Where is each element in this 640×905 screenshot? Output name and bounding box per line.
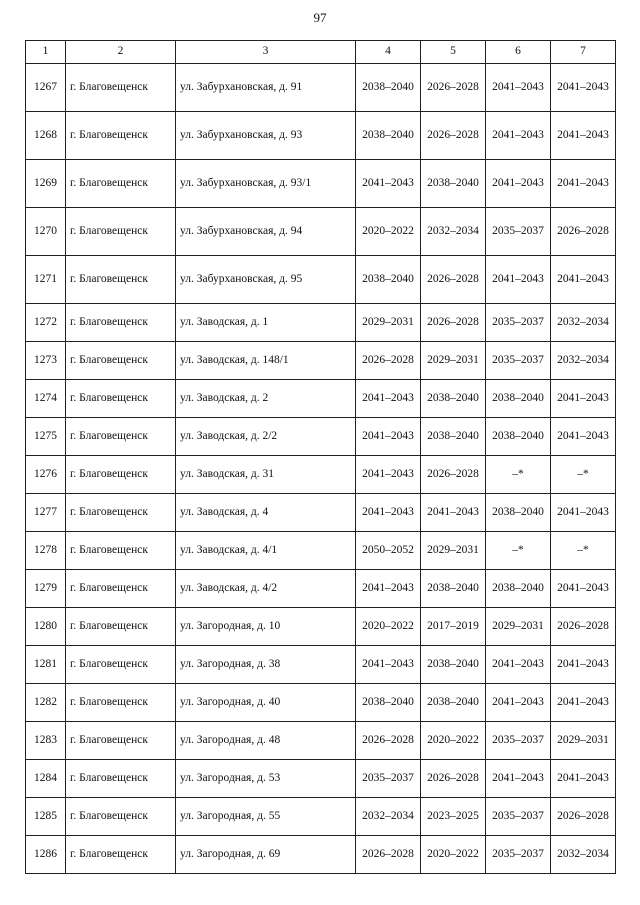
row-number-cell: 1271 xyxy=(26,256,66,304)
period-cell-7: 2041–2043 xyxy=(551,494,616,532)
table-row xyxy=(26,684,616,722)
period-cell-5: 2041–2043 xyxy=(421,494,486,532)
settlement-cell: г. Благовещенск xyxy=(66,760,176,798)
settlement-cell: г. Благовещенск xyxy=(66,684,176,722)
row-number-cell: 1286 xyxy=(26,836,66,874)
table-row xyxy=(26,160,616,208)
period-cell-4: 2038–2040 xyxy=(356,64,421,112)
period-cell-4: 2041–2043 xyxy=(356,494,421,532)
schedule-table xyxy=(25,40,616,874)
period-cell-5: 2038–2040 xyxy=(421,418,486,456)
address-cell: ул. Забурхановская, д. 95 xyxy=(176,256,356,304)
period-cell-6: 2041–2043 xyxy=(486,160,551,208)
period-cell-7: 2041–2043 xyxy=(551,418,616,456)
period-cell-4: 2020–2022 xyxy=(356,608,421,646)
period-cell-7: 2041–2043 xyxy=(551,112,616,160)
address-cell: ул. Заводская, д. 148/1 xyxy=(176,342,356,380)
period-cell-4: 2020–2022 xyxy=(356,208,421,256)
row-number-cell: 1272 xyxy=(26,304,66,342)
table-row xyxy=(26,418,616,456)
period-cell-5: 2038–2040 xyxy=(421,684,486,722)
period-cell-5: 2038–2040 xyxy=(421,380,486,418)
column-header: 6 xyxy=(486,41,551,64)
period-cell-5: 2038–2040 xyxy=(421,646,486,684)
settlement-cell: г. Благовещенск xyxy=(66,836,176,874)
settlement-cell: г. Благовещенск xyxy=(66,342,176,380)
period-cell-7: 2032–2034 xyxy=(551,304,616,342)
period-cell-7: 2041–2043 xyxy=(551,646,616,684)
address-cell: ул. Загородная, д. 40 xyxy=(176,684,356,722)
period-cell-5: 2023–2025 xyxy=(421,798,486,836)
row-number-cell: 1269 xyxy=(26,160,66,208)
table-row xyxy=(26,760,616,798)
address-cell: ул. Заводская, д. 31 xyxy=(176,456,356,494)
period-cell-5: 2017–2019 xyxy=(421,608,486,646)
address-cell: ул. Заводская, д. 4 xyxy=(176,494,356,532)
period-cell-4: 2032–2034 xyxy=(356,798,421,836)
period-cell-7: 2026–2028 xyxy=(551,798,616,836)
period-cell-4: 2035–2037 xyxy=(356,760,421,798)
table-row xyxy=(26,456,616,494)
period-cell-5: 2020–2022 xyxy=(421,722,486,760)
address-cell: ул. Заводская, д. 1 xyxy=(176,304,356,342)
table-body xyxy=(26,64,616,874)
period-cell-7: 2032–2034 xyxy=(551,342,616,380)
settlement-cell: г. Благовещенск xyxy=(66,418,176,456)
address-cell: ул. Забурхановская, д. 93/1 xyxy=(176,160,356,208)
address-cell: ул. Заводская, д. 4/1 xyxy=(176,532,356,570)
row-number-cell: 1278 xyxy=(26,532,66,570)
settlement-cell: г. Благовещенск xyxy=(66,208,176,256)
address-cell: ул. Загородная, д. 55 xyxy=(176,798,356,836)
period-cell-5: 2026–2028 xyxy=(421,112,486,160)
settlement-cell: г. Благовещенск xyxy=(66,380,176,418)
column-header: 2 xyxy=(66,41,176,64)
row-number-cell: 1281 xyxy=(26,646,66,684)
period-cell-6: 2041–2043 xyxy=(486,646,551,684)
period-cell-6: 2035–2037 xyxy=(486,342,551,380)
period-cell-6: 2038–2040 xyxy=(486,418,551,456)
settlement-cell: г. Благовещенск xyxy=(66,64,176,112)
period-cell-6: –* xyxy=(486,456,551,494)
settlement-cell: г. Благовещенск xyxy=(66,160,176,208)
period-cell-6: 2041–2043 xyxy=(486,256,551,304)
row-number-cell: 1270 xyxy=(26,208,66,256)
period-cell-5: 2029–2031 xyxy=(421,532,486,570)
period-cell-4: 2038–2040 xyxy=(356,684,421,722)
period-cell-5: 2026–2028 xyxy=(421,304,486,342)
column-header: 7 xyxy=(551,41,616,64)
settlement-cell: г. Благовещенск xyxy=(66,456,176,494)
period-cell-7: 2026–2028 xyxy=(551,608,616,646)
row-number-cell: 1267 xyxy=(26,64,66,112)
period-cell-6: 2041–2043 xyxy=(486,64,551,112)
period-cell-4: 2026–2028 xyxy=(356,342,421,380)
period-cell-7: 2032–2034 xyxy=(551,836,616,874)
period-cell-7: 2041–2043 xyxy=(551,256,616,304)
settlement-cell: г. Благовещенск xyxy=(66,304,176,342)
period-cell-5: 2026–2028 xyxy=(421,256,486,304)
table-row xyxy=(26,304,616,342)
period-cell-5: 2026–2028 xyxy=(421,456,486,494)
period-cell-4: 2041–2043 xyxy=(356,570,421,608)
table-row xyxy=(26,494,616,532)
row-number-cell: 1280 xyxy=(26,608,66,646)
row-number-cell: 1285 xyxy=(26,798,66,836)
period-cell-5: 2026–2028 xyxy=(421,64,486,112)
address-cell: ул. Забурхановская, д. 94 xyxy=(176,208,356,256)
period-cell-6: 2029–2031 xyxy=(486,608,551,646)
page-number: 97 xyxy=(313,10,327,25)
period-cell-4: 2038–2040 xyxy=(356,256,421,304)
settlement-cell: г. Благовещенск xyxy=(66,532,176,570)
column-header: 3 xyxy=(176,41,356,64)
address-cell: ул. Заводская, д. 4/2 xyxy=(176,570,356,608)
row-number-cell: 1274 xyxy=(26,380,66,418)
row-number-cell: 1282 xyxy=(26,684,66,722)
settlement-cell: г. Благовещенск xyxy=(66,608,176,646)
row-number-cell: 1283 xyxy=(26,722,66,760)
period-cell-6: 2038–2040 xyxy=(486,570,551,608)
period-cell-6: 2035–2037 xyxy=(486,208,551,256)
period-cell-7: –* xyxy=(551,532,616,570)
period-cell-7: 2041–2043 xyxy=(551,160,616,208)
settlement-cell: г. Благовещенск xyxy=(66,494,176,532)
row-number-cell: 1279 xyxy=(26,570,66,608)
settlement-cell: г. Благовещенск xyxy=(66,112,176,160)
period-cell-6: –* xyxy=(486,532,551,570)
period-cell-4: 2026–2028 xyxy=(356,836,421,874)
settlement-cell: г. Благовещенск xyxy=(66,798,176,836)
table-row xyxy=(26,570,616,608)
period-cell-6: 2038–2040 xyxy=(486,494,551,532)
table-row xyxy=(26,256,616,304)
period-cell-6: 2041–2043 xyxy=(486,112,551,160)
period-cell-4: 2041–2043 xyxy=(356,646,421,684)
table-header xyxy=(26,41,616,64)
table-row xyxy=(26,532,616,570)
address-cell: ул. Загородная, д. 53 xyxy=(176,760,356,798)
header-row xyxy=(26,41,616,64)
table-row xyxy=(26,208,616,256)
period-cell-6: 2035–2037 xyxy=(486,304,551,342)
period-cell-6: 2038–2040 xyxy=(486,380,551,418)
column-header: 1 xyxy=(26,41,66,64)
period-cell-7: 2029–2031 xyxy=(551,722,616,760)
address-cell: ул. Загородная, д. 38 xyxy=(176,646,356,684)
period-cell-6: 2035–2037 xyxy=(486,836,551,874)
period-cell-7: 2041–2043 xyxy=(551,64,616,112)
period-cell-4: 2026–2028 xyxy=(356,722,421,760)
period-cell-7: 2041–2043 xyxy=(551,570,616,608)
row-number-cell: 1275 xyxy=(26,418,66,456)
settlement-cell: г. Благовещенск xyxy=(66,646,176,684)
address-cell: ул. Забурхановская, д. 93 xyxy=(176,112,356,160)
address-cell: ул. Забурхановская, д. 91 xyxy=(176,64,356,112)
period-cell-5: 2032–2034 xyxy=(421,208,486,256)
period-cell-4: 2041–2043 xyxy=(356,160,421,208)
row-number-cell: 1268 xyxy=(26,112,66,160)
period-cell-6: 2041–2043 xyxy=(486,684,551,722)
table-row xyxy=(26,64,616,112)
period-cell-7: 2041–2043 xyxy=(551,380,616,418)
settlement-cell: г. Благовещенск xyxy=(66,722,176,760)
row-number-cell: 1276 xyxy=(26,456,66,494)
table-row xyxy=(26,608,616,646)
period-cell-4: 2038–2040 xyxy=(356,112,421,160)
period-cell-4: 2041–2043 xyxy=(356,418,421,456)
column-header: 4 xyxy=(356,41,421,64)
period-cell-5: 2038–2040 xyxy=(421,570,486,608)
period-cell-7: –* xyxy=(551,456,616,494)
address-cell: ул. Заводская, д. 2/2 xyxy=(176,418,356,456)
period-cell-7: 2041–2043 xyxy=(551,684,616,722)
row-number-cell: 1273 xyxy=(26,342,66,380)
period-cell-5: 2020–2022 xyxy=(421,836,486,874)
row-number-cell: 1284 xyxy=(26,760,66,798)
column-header: 5 xyxy=(421,41,486,64)
address-cell: ул. Загородная, д. 48 xyxy=(176,722,356,760)
period-cell-5: 2026–2028 xyxy=(421,760,486,798)
period-cell-5: 2029–2031 xyxy=(421,342,486,380)
period-cell-6: 2035–2037 xyxy=(486,798,551,836)
period-cell-4: 2050–2052 xyxy=(356,532,421,570)
address-cell: ул. Загородная, д. 10 xyxy=(176,608,356,646)
table-row xyxy=(26,112,616,160)
table-row xyxy=(26,342,616,380)
settlement-cell: г. Благовещенск xyxy=(66,256,176,304)
table-row xyxy=(26,380,616,418)
period-cell-6: 2041–2043 xyxy=(486,760,551,798)
period-cell-5: 2038–2040 xyxy=(421,160,486,208)
table-row xyxy=(26,798,616,836)
period-cell-4: 2041–2043 xyxy=(356,456,421,494)
settlement-cell: г. Благовещенск xyxy=(66,570,176,608)
address-cell: ул. Загородная, д. 69 xyxy=(176,836,356,874)
table-row xyxy=(26,722,616,760)
period-cell-7: 2026–2028 xyxy=(551,208,616,256)
period-cell-6: 2035–2037 xyxy=(486,722,551,760)
table-row xyxy=(26,646,616,684)
row-number-cell: 1277 xyxy=(26,494,66,532)
address-cell: ул. Заводская, д. 2 xyxy=(176,380,356,418)
period-cell-7: 2041–2043 xyxy=(551,760,616,798)
period-cell-4: 2041–2043 xyxy=(356,380,421,418)
period-cell-4: 2029–2031 xyxy=(356,304,421,342)
table-row xyxy=(26,836,616,874)
